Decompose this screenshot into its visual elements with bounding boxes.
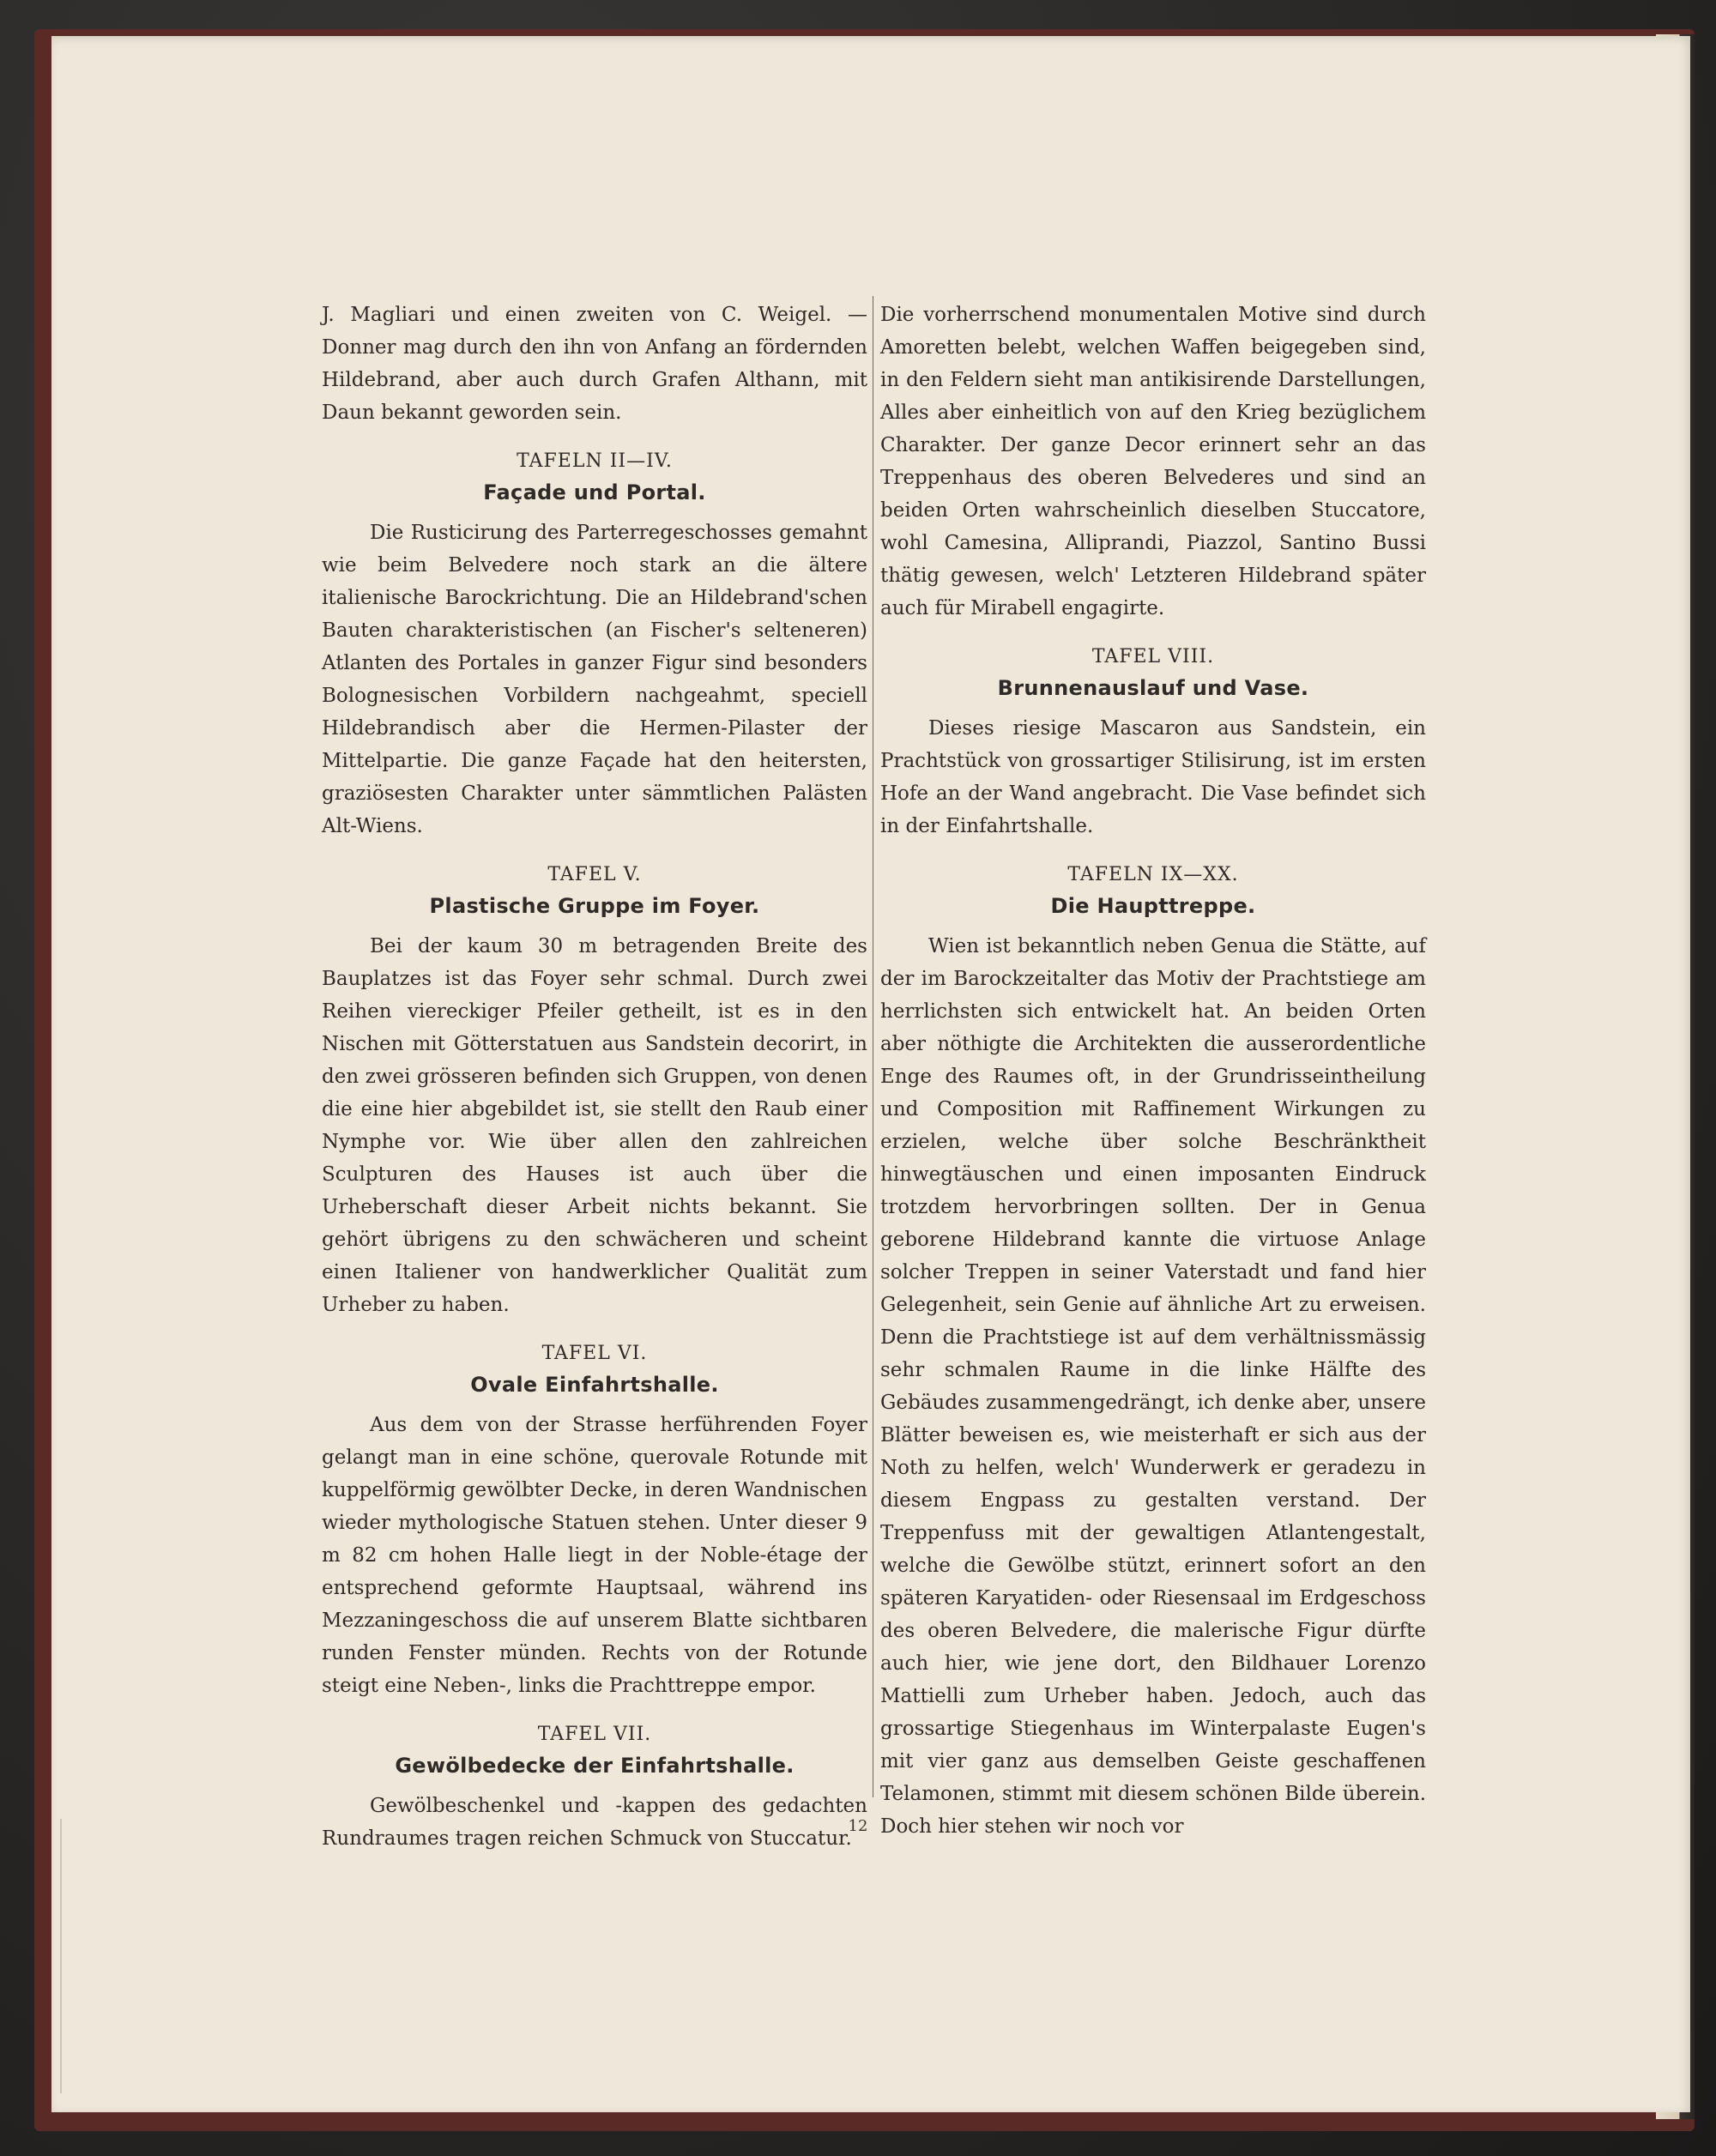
page-number: 12: [848, 1817, 868, 1835]
section-plate-label: TAFEL VII.: [537, 1724, 652, 1745]
section-heading: Gewölbedecke der Einfahrtshalle.: [395, 1754, 795, 1778]
section-plate-label: TAFEL VI.: [541, 1343, 648, 1364]
right-column: [880, 299, 1426, 1843]
section-paragraph: Wien ist bekanntlich neben Genua die Stätte, auf der im Barockzeitalter das Motiv der Prachtstiege am herrlichsten sich entwickelt hat. An beiden Orten aber nöthigte die Architekten die ausserordentliche Enge des Raumes oft, in der Grundrisseintheilung und Composition mit Raffinement Wirkungen zu erzielen, welche über solche Beschränktheit hinwegtäuschen und einen imposanten Eindruck trotzdem hervorbringen sollten. Der in Genua geborene Hildebrand kannte die virtuose Anlage solcher Treppen in seiner Vaterstadt und fand hier Gelegenheit, sein Genie auf ähnliche Art zu erweisen. Denn die Prachtstiege ist auf dem verhältnissmässig sehr schmalen Raume in die linke Hälfte des Gebäudes zusammengedrängt, ich denke aber, unsere Blätter beweisen es, wie meisterhaft er sich aus der Noth zu helfen, welch' Wunderwerk er geradezu in diesem Engpass zu gestalten verstand. Der Treppenfuss mit der gewaltigen Atlantengestalt, welche die Gewölbe stützt, erinnert sofort an den späteren Karyatiden- oder Riesensaal im Erdgeschoss des oberen Belvedere, die malerische Figur dürfte auch hier, wie jene dort, den Bildhauer Lorenzo Mattielli zum Urheber haben. Jedoch, auch das grossartige Stiegenhaus im Winterpalaste Eugen's mit vier ganz aus demselben Geiste geschaffenen Telamonen, stimmt mit diesem schönen Bilde überein. Doch hier stehen wir noch vor: [880, 935, 1426, 1838]
section-heading: Die Haupttreppe.: [1050, 894, 1256, 918]
section-heading: Plastische Gruppe im Foyer.: [429, 894, 760, 918]
left-column: [322, 299, 867, 1855]
section-paragraph: Die Rusticirung des Parterregeschosses gemahnt wie beim Belvedere noch stark an die ältere italienische Barockrichtung. Die an Hildebrand'schen Bauten charakteristischen (an Fischer's selteneren) Atlanten des Portales in ganzer Figur sind besonders Bolognesischen Vorbildern nachgeahmt, speciell Hildebrandisch aber die Hermen-Pilaster der Mittelpartie. Die ganze Façade hat den heitersten, graziösesten Charakter unter sämmtlichen Palästen Alt-Wiens.: [322, 522, 867, 837]
right-intro-paragraph: Die vorherrschend monumentalen Motive sind durch Amoretten belebt, welchen Waffen beigegeben sind, in den Feldern sieht man antikisirende Darstellungen, Alles aber einheitlich von auf den Krieg bezüglichem Charakter. Der ganze Decor erinnert sehr an das Treppenhaus des oberen Belvederes und sind an beiden Orten wahrscheinlich dieselben Stuccatore, wohl Camesina, Alliprandi, Piazzol, Santino Bussi thätig gewesen, welch' Letzteren Hildebrand später auch für Mirabell engagirte.: [880, 304, 1426, 619]
page-fold-line: [60, 1819, 62, 2093]
section-plate-label: TAFEL V.: [547, 864, 642, 885]
section-plate-label: TAFELN IX—XX.: [1067, 864, 1239, 885]
section-heading: Ovale Einfahrtshalle.: [470, 1373, 719, 1397]
left-intro-paragraph: J. Magliari und einen zweiten von C. Weigel. — Donner mag durch den ihn von Anfang an fördernden Hildebrand, aber auch durch Grafen Althann, mit Daun bekannt geworden sein.: [322, 304, 867, 424]
section-paragraph: Aus dem von der Strasse herführenden Foyer gelangt man in eine schöne, querovale Rotunde mit kuppelförmig gewölbter Decke, in deren Wandnischen wieder mythologische Statuen stehen. Unter dieser 9 m 82 cm hohen Halle liegt in der Noble-étage der entsprechend geformte Hauptsaal, während ins Mezzaningeschoss die auf unserem Blatte sichtbaren runden Fenster münden. Rechts von der Rotunde steigt eine Neben-, links die Prachttreppe empor.: [322, 1414, 867, 1697]
section-paragraph: Bei der kaum 30 m betragenden Breite des Bauplatzes ist das Foyer sehr schmal. Durch zwei Reihen viereckiger Pfeiler getheilt, ist es in den Nischen mit Götterstatuen aus Sandstein decorirt, in den zwei grösseren befinden sich Gruppen, von denen die eine hier abgebildet ist, sie stellt den Raub einer Nymphe vor. Wie über allen den zahlreichen Sculpturen des Hauses ist auch über die Urheberschaft dieser Arbeit nichts bekannt. Sie gehört übrigens zu den schwächeren und scheint einen Italiener von handwerklicher Qualität zum Urheber zu haben.: [322, 935, 867, 1316]
section-paragraph: Gewölbeschenkel und -kappen des gedachten Rundraumes tragen reichen Schmuck von Stuccatur.: [322, 1795, 867, 1850]
section-plate-label: TAFEL VIII.: [1091, 646, 1215, 667]
section-plate-label: TAFELN II—IV.: [517, 450, 673, 472]
section-heading: Façade und Portal.: [483, 480, 706, 504]
section-heading: Brunnenauslauf und Vase.: [997, 676, 1309, 700]
section-paragraph: Dieses riesige Mascaron aus Sandstein, ein Prachtstück von grossartiger Stilisirung, ist im ersten Hofe an der Wand angebracht. Die Vase befindet sich in der Einfahrtshalle.: [880, 717, 1426, 837]
book-page: [51, 36, 1690, 2112]
